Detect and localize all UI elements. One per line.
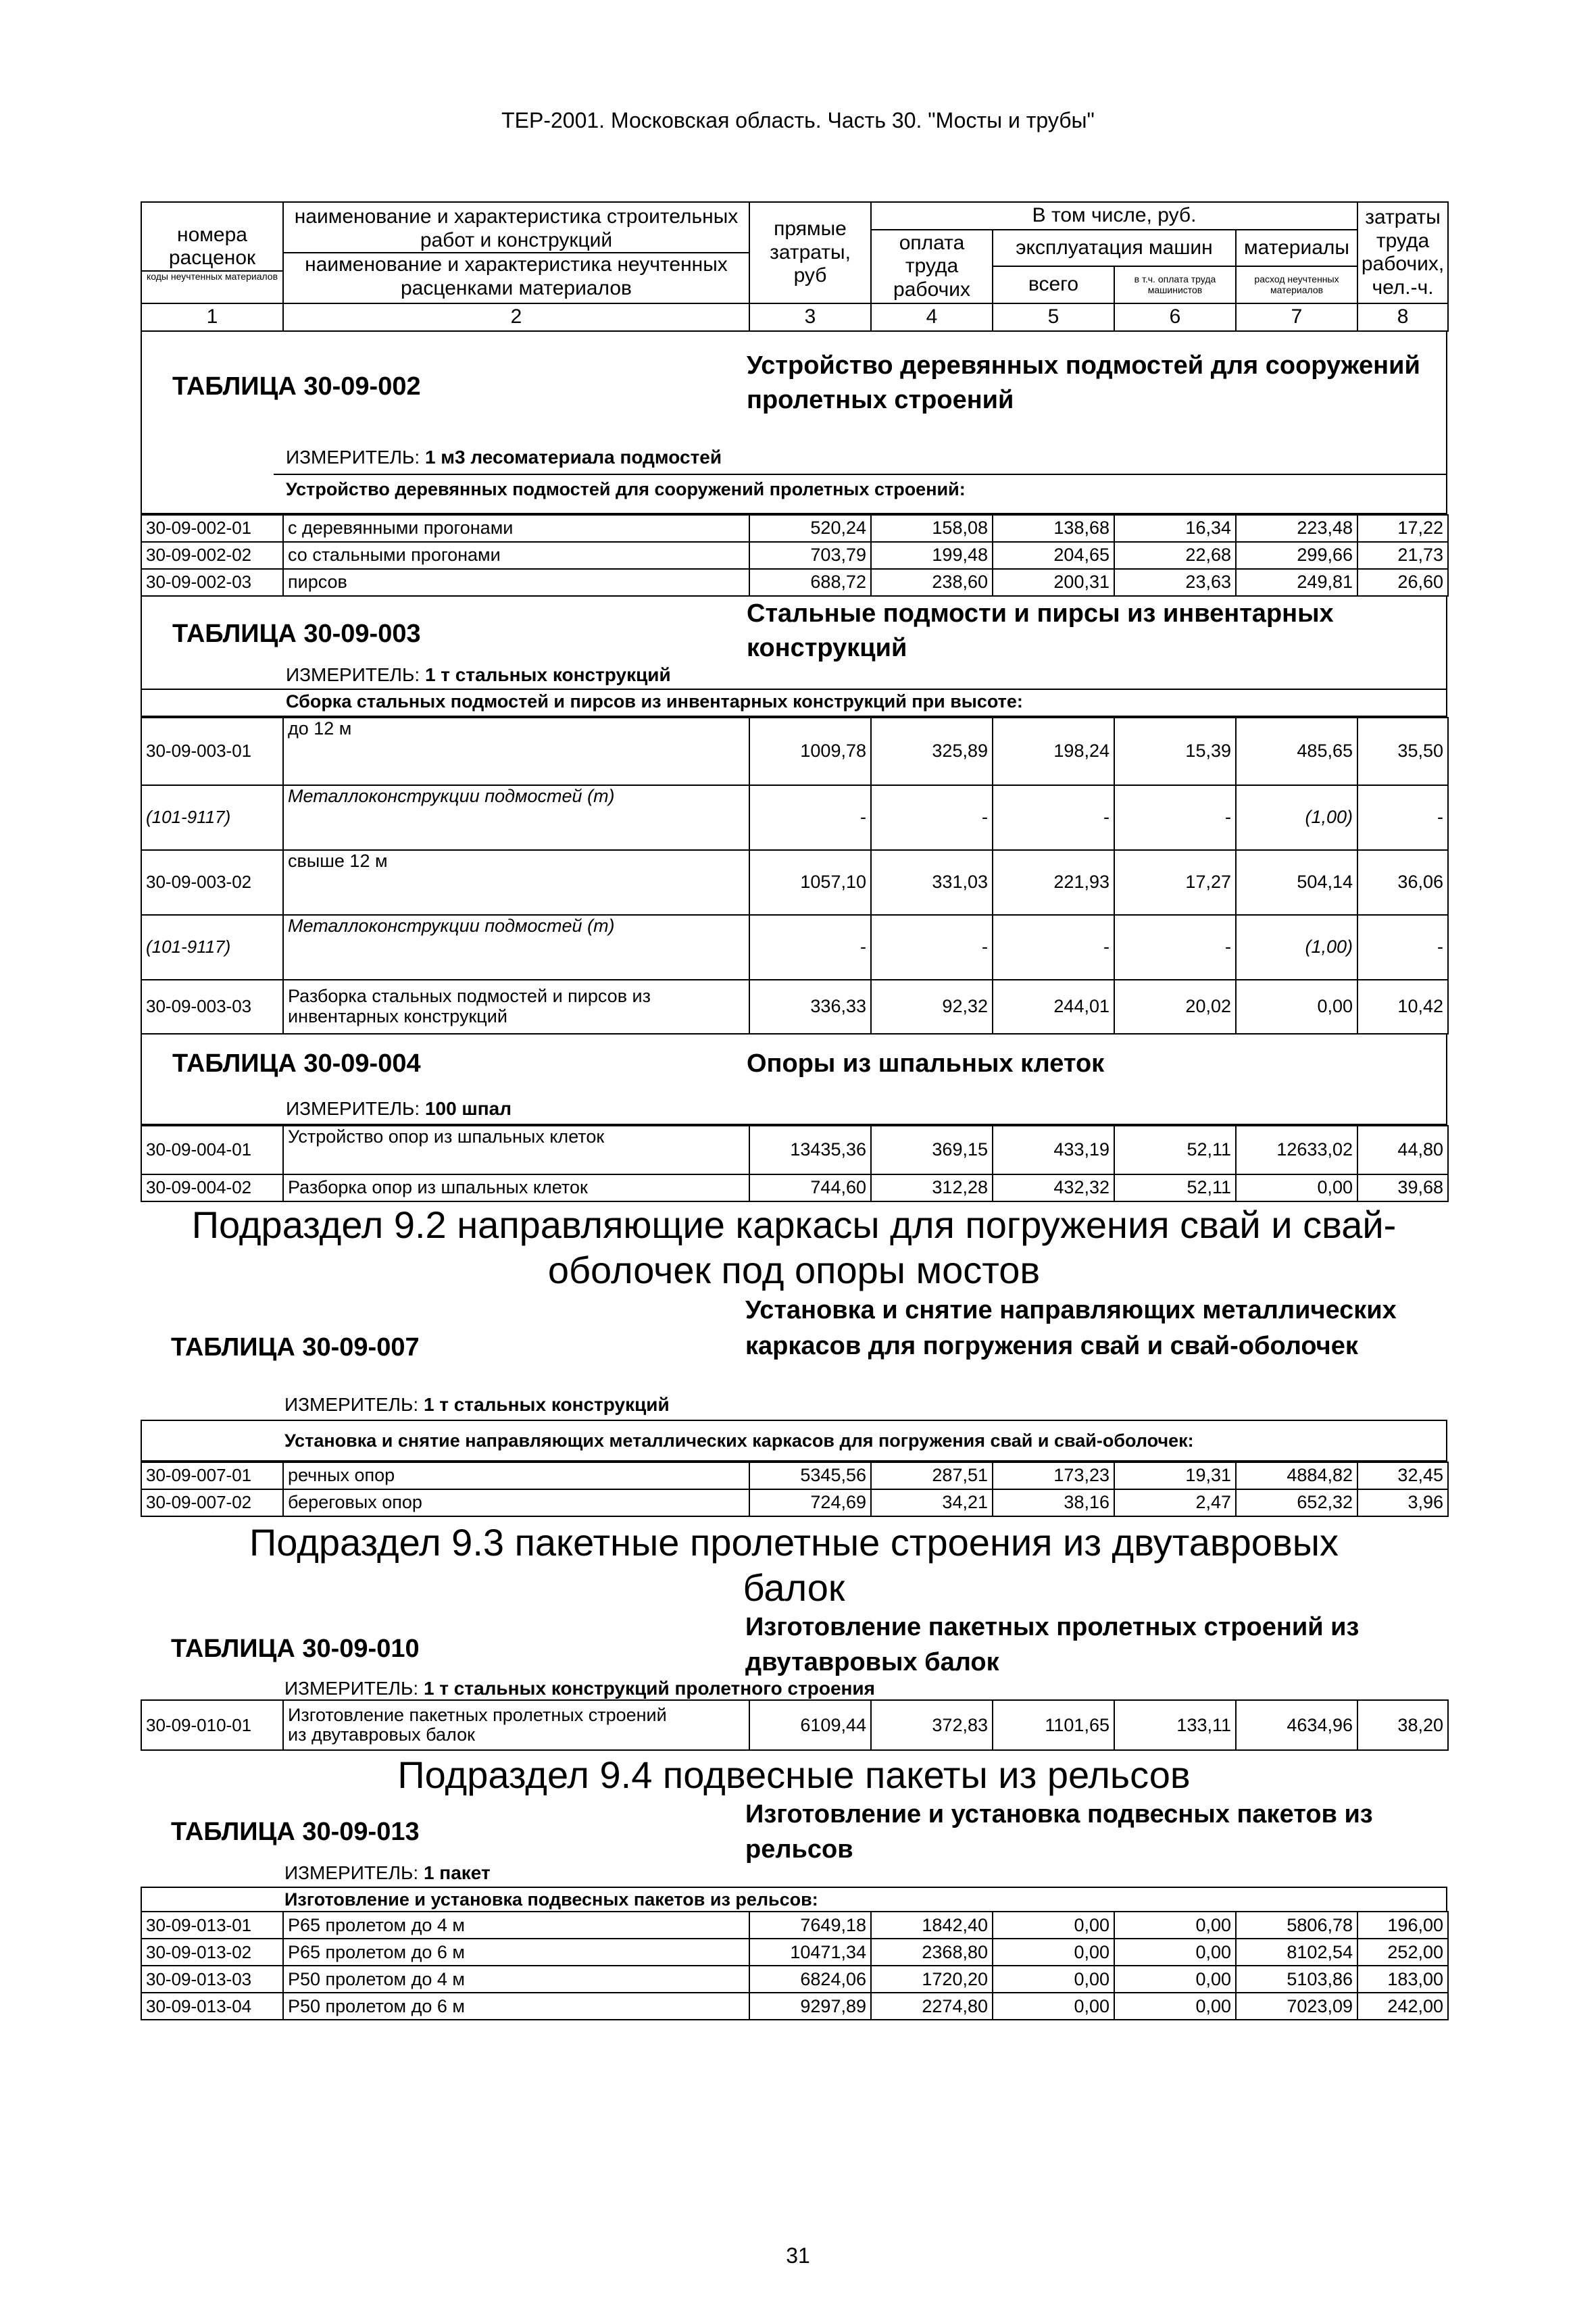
col-number: 7 [1236,303,1357,331]
table-row: 30-09-007-02 береговых опор 724,69 34,21 38,16 2,47 652,32 3,96 [141,1489,1448,1516]
rates-document [141,201,1447,2020]
col-number: 6 [1114,303,1236,331]
table-title: Опоры из шпальных клеток [747,1049,1105,1078]
measure-line: ИЗМЕРИТЕЛЬ: 1 т стальных конструкций [286,664,671,685]
measure-line: ИЗМЕРИТЕЛЬ: 1 т стальных конструкций пролетного строения [284,1678,875,1699]
col-operator-wages-header: в т.ч. оплата труда машинистов [1114,266,1236,303]
col-number: 4 [871,303,993,331]
table-row: 30-09-002-03 пирсов 688,72 238,60 200,31 23,63 249,81 26,60 [141,569,1448,596]
table-row: 30-09-004-01 Устройство опор из шпальных клеток 13435,36 369,15 433,19 52,11 12633,02 44,80 [141,1126,1448,1174]
table-row: (101-9117) Металлоконструкции подмостей (т) - - - - (1,00) - [141,915,1448,980]
col-number: 2 [283,303,749,331]
col-number: 8 [1357,303,1448,331]
table-30-09-003-section [141,597,1447,717]
table-30-09-013-section [141,1797,1447,1911]
table-row: 30-09-013-04 Р50 пролетом до 6 м 9297,89 2274,80 0,00 0,00 7023,09 242,00 [141,1993,1448,2020]
table-row: 30-09-013-02 Р65 пролетом до 6 м 10471,34 2368,80 0,00 0,00 8102,54 252,00 [141,1939,1448,1966]
measure-line: ИЗМЕРИТЕЛЬ: 100 шпал [286,1097,512,1119]
table-row: 30-09-010-01 Изготовление пакетных пролетных строений из двутавровых балок 6109,44 372,83 1101,65 133,11 4634,96 38,20 [141,1700,1448,1750]
table-30-09-003-rows [141,717,1449,1035]
col-including-header: В том числе, руб. [871,202,1357,230]
table-row: 30-09-003-03 Разборка стальных подмостей и пирсов из инвентарных конструкций 336,33 92,32 244,01 20,02 0,00 10,42 [141,980,1448,1034]
column-header-table [141,201,1449,332]
subheading: Сборка стальных подмостей и пирсов из инвентарных конструкций при высоте: [286,691,1023,712]
col-wages-header: оплата труда рабочих [871,230,993,304]
subsection-9-2-heading: Подраздел 9.2 направляющие каркасы для погружения свай и свай- оболочек под опоры мостов [191,1203,1397,1291]
table-title: Стальные подмости и пирсы из инвентарных конструкций [747,599,1334,662]
table-30-09-010-section [141,1610,1447,1699]
col-name-header: наименование и характеристика строительных работ и конструкций наименование и характеристика неучтенных расценками материалов [283,202,749,303]
subsection-9-4-heading: Подраздел 9.4 подвесные пакеты из рельсов [397,1753,1191,1797]
page-number: 31 [786,2243,810,2268]
table-30-09-002-section [141,332,1447,514]
table-name: ТАБЛИЦА 30-09-013 [171,1818,420,1847]
table-30-09-010-rows [141,1699,1449,1751]
table-row: 30-09-007-01 речных опор 5345,56 287,51 173,23 19,31 4884,82 32,45 [141,1462,1448,1489]
table-title: Устройство деревянных подмостей для сооружений пролетных строений [747,351,1420,414]
table-row: (101-9117) Металлоконструкции подмостей (т) - - - - (1,00) - [141,785,1448,850]
table-row: 30-09-003-01 до 12 м 1009,78 325,89 198,24 15,39 485,65 35,50 [141,718,1448,785]
table-row: 30-09-004-02 Разборка опор из шпальных клеток 744,60 312,28 432,32 52,11 0,00 39,68 [141,1174,1448,1201]
table-30-09-007-rows [141,1462,1449,1517]
subheading: Изготовление и установка подвесных пакетов из рельсов: [284,1889,818,1910]
col-number: 1 [141,303,283,331]
col-machines-total-header: всего [993,266,1114,303]
table-30-09-002-rows [141,514,1449,597]
table-title: Установка и снятие направляющих металлических каркасов для погружения свай и свай-оболочек [745,1295,1397,1361]
page-header-title: ТЕР-2001. Московская область. Часть 30. "Мосты и трубы" [501,108,1095,132]
col-code-header: номера расценок коды неучтенных материалов [141,202,283,303]
table-title: Изготовление пакетных пролетных строений из двутавровых балок [745,1613,1360,1676]
table-title: Изготовление и установка подвесных пакетов из рельсов [745,1800,1373,1864]
col-labor-hours-header: затраты труда рабочих, чел.-ч. [1357,202,1448,303]
measure-line: ИЗМЕРИТЕЛЬ: 1 м3 лесоматериала подмостей [286,446,722,468]
table-row: 30-09-002-02 со стальными прогонами 703,79 199,48 204,65 22,68 299,66 21,73 [141,542,1448,569]
col-unaccounted-materials-header: расход неучтенных материалов [1236,266,1357,303]
col-number: 3 [749,303,871,331]
table-row: 30-09-002-01 с деревянными прогонами 520,24 158,08 138,68 16,34 223,48 17,22 [141,515,1448,542]
table-30-09-013-rows [141,1911,1449,2020]
table-30-09-007-section [141,1293,1447,1462]
table-name: ТАБЛИЦА 30-09-010 [171,1635,420,1664]
subsection-9-3-heading: Подраздел 9.3 пакетные пролетные строения из двутавровых балок [249,1520,1339,1610]
col-machines-header: эксплуатация машин [993,230,1236,267]
col-number: 5 [993,303,1114,331]
subheading: Установка и снятие направляющих металлических каркасов для погружения свай и свай-оболочек: [284,1430,1194,1451]
table-name: ТАБЛИЦА 30-09-004 [172,1049,421,1078]
table-30-09-004-rows [141,1125,1449,1202]
col-materials-header: материалы [1236,230,1357,267]
table-row: 30-09-003-02 свыше 12 м 1057,10 331,03 221,93 17,27 504,14 36,06 [141,850,1448,915]
table-row: 30-09-013-01 Р65 пролетом до 4 м 7649,18 1842,40 0,00 0,00 5806,78 196,00 [141,1912,1448,1939]
table-name: ТАБЛИЦА 30-09-007 [171,1333,420,1362]
table-name: ТАБЛИЦА 30-09-003 [172,619,421,648]
measure-line: ИЗМЕРИТЕЛЬ: 1 пакет [284,1862,491,1884]
measure-line: ИЗМЕРИТЕЛЬ: 1 т стальных конструкций [284,1393,670,1415]
table-row: 30-09-013-03 Р50 пролетом до 4 м 6824,06 1720,20 0,00 0,00 5103,86 183,00 [141,1966,1448,1993]
table-30-09-004-section [141,1035,1447,1125]
subheading: Устройство деревянных подмостей для сооружений пролетных строений: [286,478,966,499]
table-name: ТАБЛИЦА 30-09-002 [172,372,421,401]
col-direct-costs-header: прямые затраты, руб [749,202,871,303]
